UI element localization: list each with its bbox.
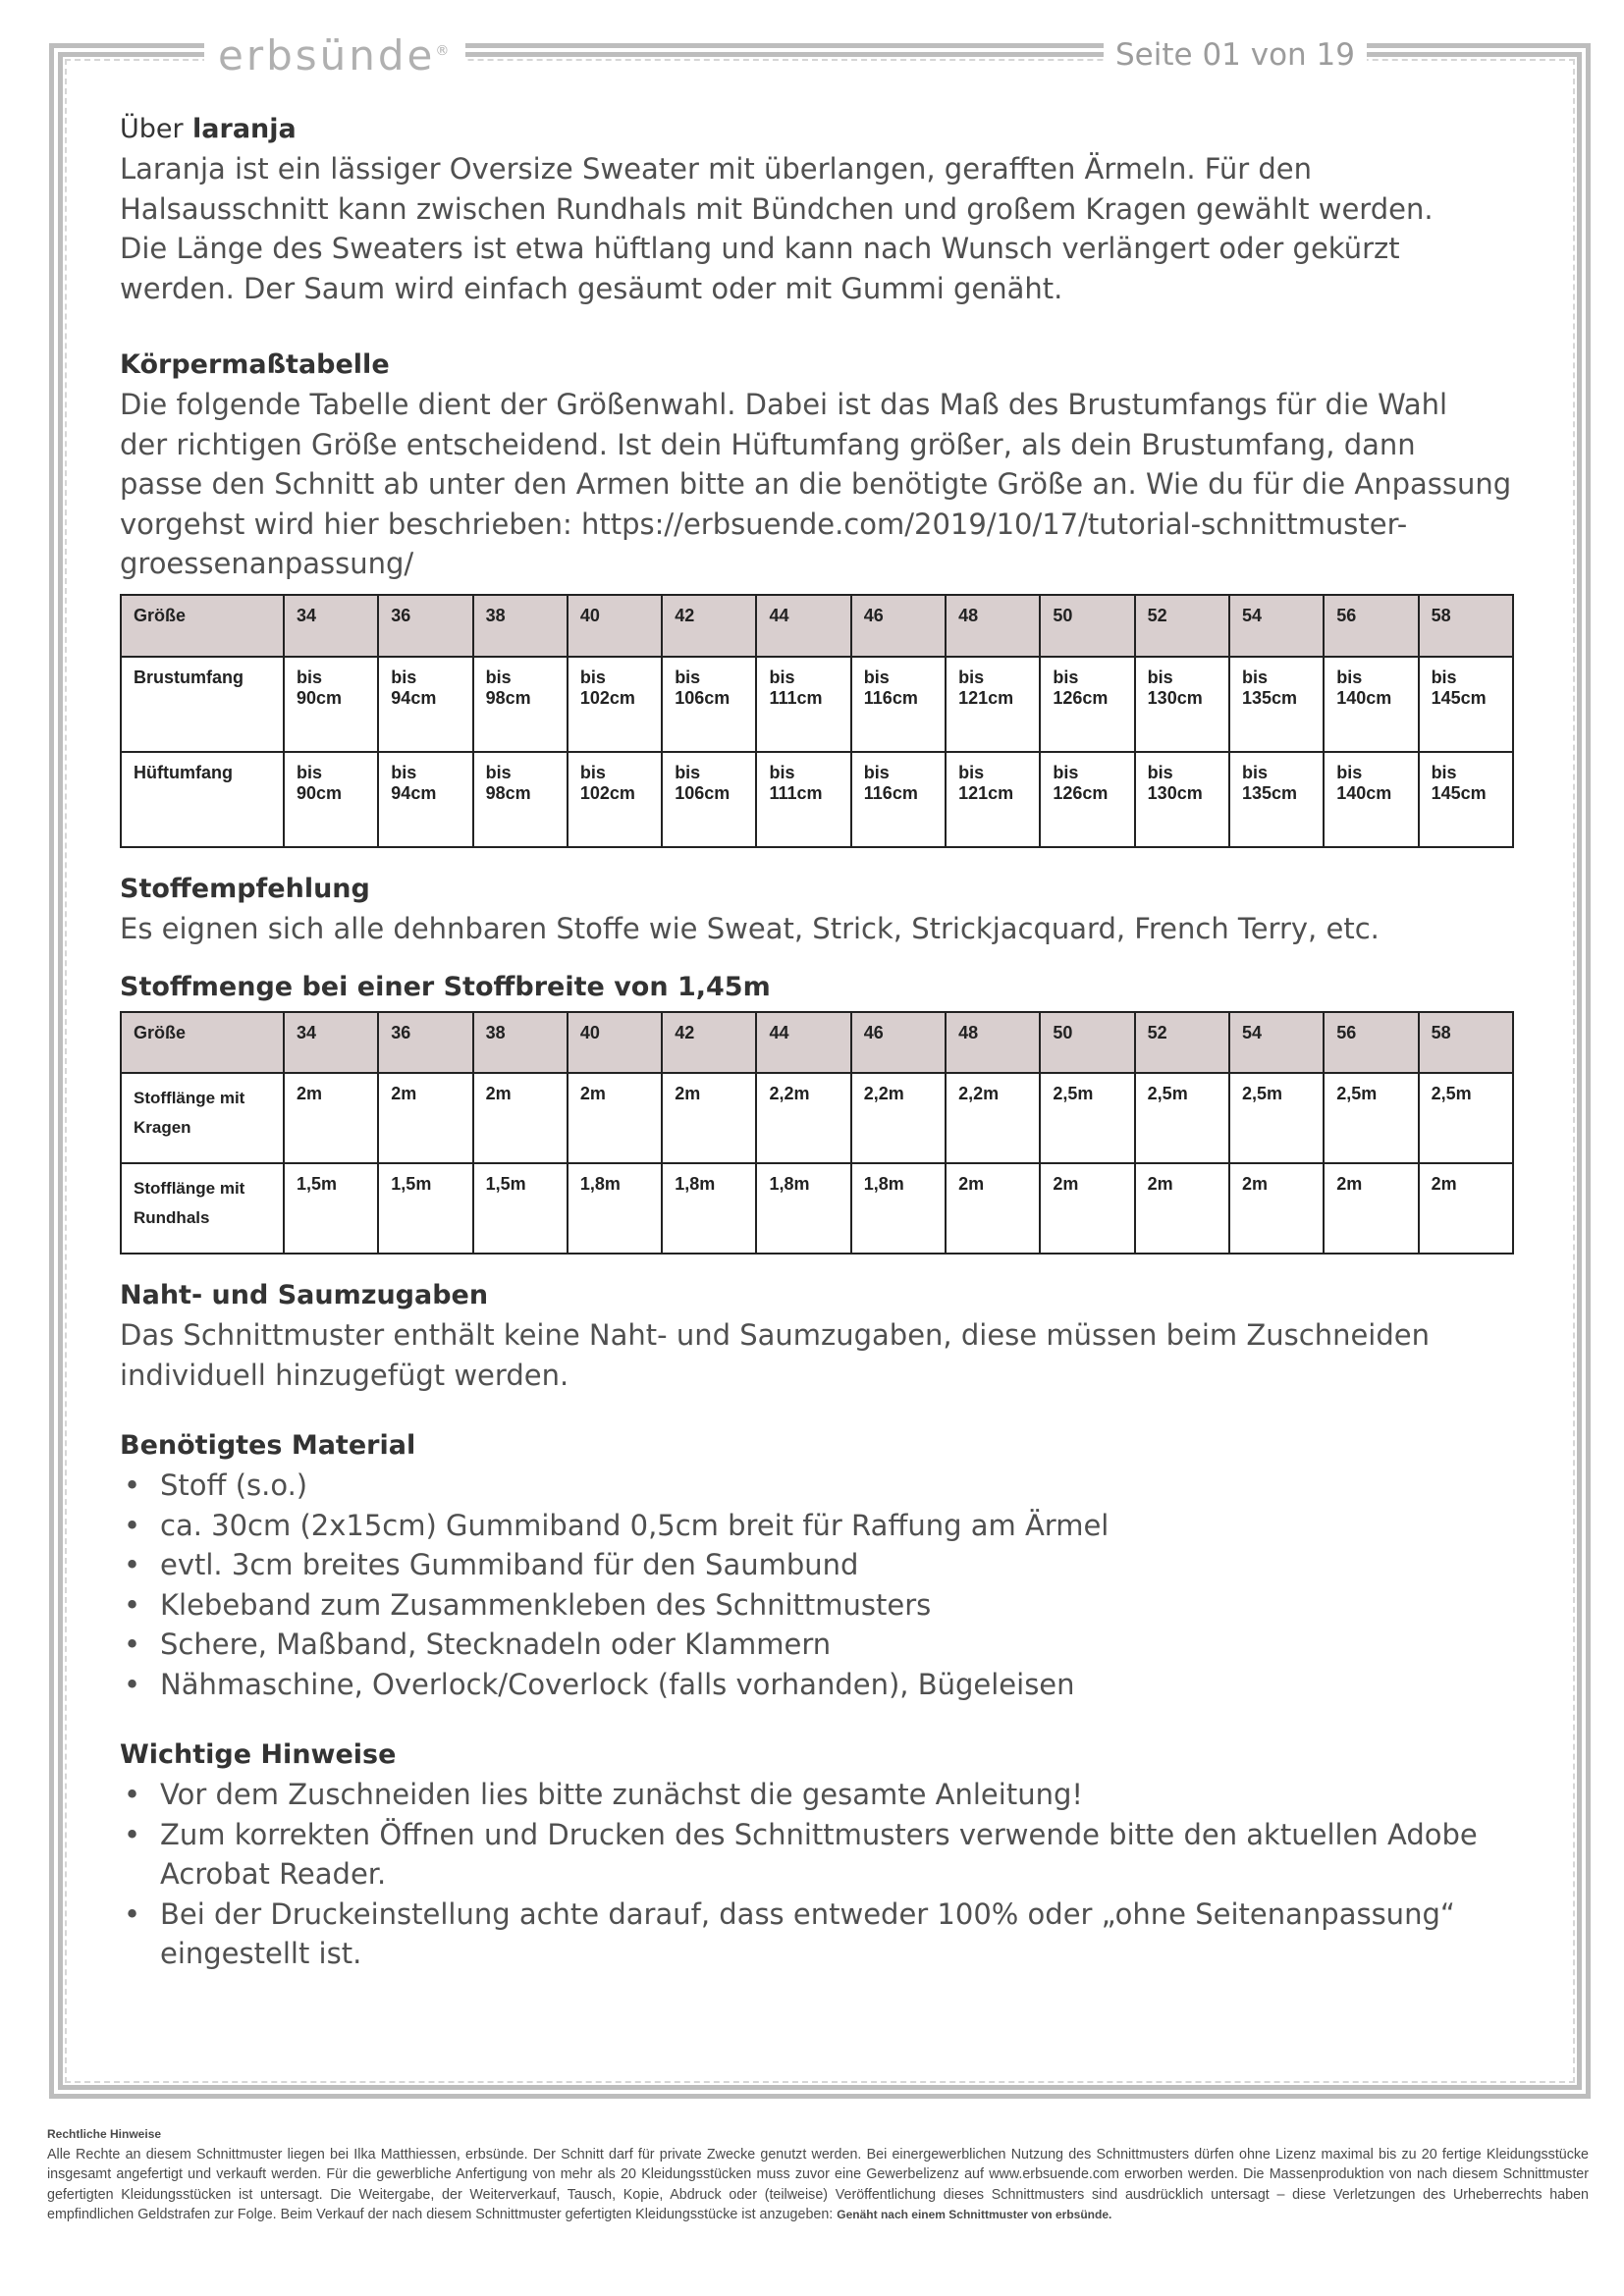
page-indicator: Seite 01 von 19 [1104,35,1367,75]
main-content [120,106,1514,1974]
table-cell: bis 94cm [378,752,472,847]
size-header-cell: 50 [1040,1012,1134,1073]
size-header-cell: 42 [662,1012,756,1073]
size-header-cell: 42 [662,595,756,657]
row-label-cell: Stofflänge mit Kragen [121,1073,284,1163]
size-header-cell: 48 [946,1012,1040,1073]
table-header-row [121,595,1513,657]
notes-list [120,1775,1514,1974]
table-row [121,1163,1513,1254]
fabric-recommendation-title: Stoffempfehlung [120,873,370,904]
seam-allowance-line: individuell hinzugefügt werden. [120,1358,569,1392]
seam-allowance-title: Naht- und Saumzugaben [120,1280,489,1310]
body-measurements-title: Körpermaßtabelle [120,349,390,380]
legal-notice [47,2124,1589,2225]
materials-title: Benötigtes Material [120,1430,416,1461]
table-cell: bis 90cm [284,752,378,847]
size-header-cell: 36 [378,1012,472,1073]
size-header-cell: 50 [1040,595,1134,657]
table-cell: bis 140cm [1324,752,1418,847]
table-header-cell: Größe [121,595,284,657]
materials-section [120,1426,1514,1704]
table-cell: 2m [1324,1163,1418,1254]
fabric-recommendation-section [120,870,1514,949]
table-cell: 2m [568,1073,662,1163]
table-cell: bis 126cm [1040,752,1134,847]
table-cell: 2m [1040,1163,1134,1254]
body-measurements-line: vorgehst wird hier beschrieben: https://erbsuende.com/2019/10/17/tutorial-schnittmuster- [120,507,1408,541]
table-cell: bis 145cm [1419,657,1513,752]
size-header-cell: 56 [1324,595,1418,657]
size-header-cell: 36 [378,595,472,657]
table-cell: bis 121cm [946,657,1040,752]
list-item: • Zum korrekten Öffnen und Drucken des Schnittmusters verwende bitte den aktuellen Adobe Acrobat Reader. [120,1815,1514,1895]
list-item: • Bei der Druckeinstellung achte darauf, dass entweder 100% oder „ohne Seitenanpassung“ eingestellt ist. [120,1895,1514,1974]
about-line: Die Länge des Sweaters ist etwa hüftlang und kann nach Wunsch verlängert oder gekürzt [120,232,1400,265]
table-cell: bis 126cm [1040,657,1134,752]
table-row [121,657,1513,752]
table-cell: bis 94cm [378,657,472,752]
table-cell: bis 106cm [662,752,756,847]
table-cell: 2m [378,1073,472,1163]
size-header-cell: 34 [284,595,378,657]
table-cell: bis 135cm [1229,752,1324,847]
table-cell: 2,5m [1324,1073,1418,1163]
table-cell: 2,2m [946,1073,1040,1163]
table-cell: bis 98cm [473,657,568,752]
table-cell: bis 140cm [1324,657,1418,752]
table-cell: bis 102cm [568,752,662,847]
size-header-cell: 48 [946,595,1040,657]
size-header-cell: 44 [756,1012,850,1073]
body-measurements-table [120,594,1514,848]
table-cell: bis 111cm [756,752,850,847]
table-cell: 1,5m [378,1163,472,1254]
table-cell: bis 90cm [284,657,378,752]
legal-title: Rechtliche Hinweise [47,2127,162,2141]
table-cell: 1,8m [851,1163,946,1254]
list-item: • evtl. 3cm breites Gummiband für den Saumbund [120,1545,1514,1585]
size-header-cell: 40 [568,595,662,657]
table-header-cell: Größe [121,1012,284,1073]
table-row [121,1073,1513,1163]
table-cell: bis 130cm [1135,752,1229,847]
about-line: werden. Der Saum wird einfach gesäumt oder mit Gummi genäht. [120,271,1063,305]
seam-allowance-line: Das Schnittmuster enthält keine Naht- und Saumzugaben, diese müssen beim Zuschneiden [120,1318,1430,1352]
fabric-amount-section [120,968,1514,1255]
list-item: • Nähmaschine, Overlock/Coverlock (falls vorhanden), Bügeleisen [120,1665,1514,1705]
table-cell: 2m [473,1073,568,1163]
fabric-amount-title: Stoffmenge bei einer Stoffbreite von 1,45m [120,972,771,1002]
size-header-cell: 54 [1229,1012,1324,1073]
legal-attribution: Genäht nach einem Schnittmuster von erbsünde. [837,2208,1112,2221]
materials-list [120,1466,1514,1704]
notes-section [120,1735,1514,1974]
row-label-cell: Hüftumfang [121,752,284,847]
table-cell: 2m [1229,1163,1324,1254]
size-header-cell: 54 [1229,595,1324,657]
size-header-cell: 40 [568,1012,662,1073]
fabric-recommendation-text: Es eignen sich alle dehnbaren Stoffe wie Sweat, Strick, Strickjacquard, French Terry, etc. [120,911,1380,945]
table-cell: 2,5m [1135,1073,1229,1163]
table-cell: 2,2m [851,1073,946,1163]
list-item: • Stoff (s.o.) [120,1466,1514,1506]
size-header-cell: 56 [1324,1012,1418,1073]
size-header-cell: 34 [284,1012,378,1073]
body-measurements-line: groessenanpassung/ [120,547,414,580]
legal-text: Alle Rechte an diesem Schnittmuster liegen bei Ilka Matthiessen, erbsünde. Der Schnitt darf für private Zwecke genutzt werden. Bei einergewerblichen Nutzung des Schnittmusters dürfen ohne Lizenz maximal bis zu 20 fertige Kleidungsstücke insgesamt angefertigt und verkauft werden. Für die gewerbliche Anfertigung von mehr als 20 Kleidungsstücken muss zuvor eine Gewerbelizenz auf www.erbsuende.com erworben werden. Die Massenproduktion von nach diesem Schnittmuster gefertigten Kleidungsstücken ist untersagt. Die Weitergabe, der Weiterverkauf, Tausch, Kopie, Abdruck oder (teilweise) Veröffentlichung dieses Schnittmusters sind ausdrücklich untersagt – diese Verletzungen des Urheberrechts haben empfindlichen Geldstrafen zur Folge. Beim Verkauf der nach diesem Schnittmuster gefertigten Kleidungsstücke ist anzugeben: [47,2146,1589,2222]
table-cell: 2,5m [1419,1073,1513,1163]
body-measurements-line: der richtigen Größe entscheidend. Ist dein Hüftumfang größer, als dein Brustumfang, dann [120,427,1416,461]
size-header-cell: 52 [1135,595,1229,657]
about-section [120,110,1514,308]
table-cell: 2,5m [1040,1073,1134,1163]
table-cell: bis 98cm [473,752,568,847]
row-label-cell: Brustumfang [121,657,284,752]
table-cell: 2,5m [1229,1073,1324,1163]
row-label-cell: Stofflänge mit Rundhals [121,1163,284,1254]
size-header-cell: 44 [756,595,850,657]
table-cell: bis 116cm [851,752,946,847]
table-cell: bis 106cm [662,657,756,752]
list-item: • ca. 30cm (2x15cm) Gummiband 0,5cm breit für Raffung am Ärmel [120,1506,1514,1546]
table-cell: 2m [1135,1163,1229,1254]
about-line: Halsausschnitt kann zwischen Rundhals mit Bündchen und großem Kragen gewählt werden. [120,191,1434,226]
about-line: Laranja ist ein lässiger Oversize Sweater mit überlangen, gerafften Ärmeln. Für den [120,152,1313,186]
table-header-row [121,1012,1513,1073]
table-cell: 2m [662,1073,756,1163]
table-cell: bis 135cm [1229,657,1324,752]
table-cell: 1,8m [756,1163,850,1254]
list-item: • Schere, Maßband, Stecknadeln oder Klammern [120,1625,1514,1665]
size-header-cell: 58 [1419,1012,1513,1073]
table-cell: bis 116cm [851,657,946,752]
table-cell: bis 145cm [1419,752,1513,847]
list-item: • Klebeband zum Zusammenkleben des Schnittmusters [120,1585,1514,1626]
about-title: Über laranja [120,114,297,144]
logo: erbsünde® [204,29,465,78]
notes-title: Wichtige Hinweise [120,1739,397,1770]
table-cell: 1,8m [568,1163,662,1254]
size-header-cell: 38 [473,1012,568,1073]
size-header-cell: 46 [851,1012,946,1073]
table-cell: bis 111cm [756,657,850,752]
fabric-amount-table [120,1011,1514,1255]
table-cell: bis 121cm [946,752,1040,847]
table-cell: 2m [1419,1163,1513,1254]
table-cell: bis 102cm [568,657,662,752]
list-item: • Vor dem Zuschneiden lies bitte zunächst die gesamte Anleitung! [120,1775,1514,1815]
table-cell: bis 130cm [1135,657,1229,752]
size-header-cell: 52 [1135,1012,1229,1073]
body-measurements-section [120,346,1514,848]
table-cell: 1,8m [662,1163,756,1254]
size-header-cell: 58 [1419,595,1513,657]
table-cell: 2m [946,1163,1040,1254]
size-header-cell: 38 [473,595,568,657]
table-row [121,752,1513,847]
table-cell: 2,2m [756,1073,850,1163]
body-measurements-line: Die folgende Tabelle dient der Größenwahl. Dabei ist das Maß des Brustumfangs für die Wahl [120,388,1448,421]
size-header-cell: 46 [851,595,946,657]
body-measurements-line: passe den Schnitt ab unter den Armen bitte an die benötigte Größe an. Wie du für die Anpassung [120,467,1512,501]
table-cell: 2m [284,1073,378,1163]
table-cell: 1,5m [473,1163,568,1254]
seam-allowance-section [120,1276,1514,1395]
table-cell: 1,5m [284,1163,378,1254]
